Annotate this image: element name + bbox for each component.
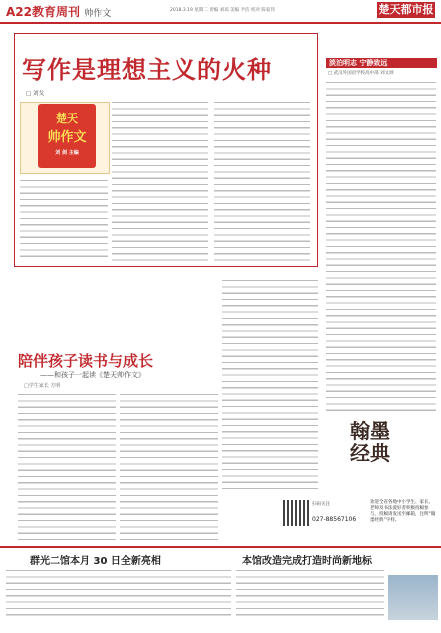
feature-body-left xyxy=(20,178,108,262)
section2-body-col2 xyxy=(120,392,218,542)
submission-notice: 欢迎全省各地中小学生、家长、老师及书法爱好者积极投稿参与，投稿请发送至邮箱，注明“翰墨经典”字样。 xyxy=(370,500,436,523)
building-photo xyxy=(388,575,438,620)
section2-body-col3 xyxy=(222,278,318,494)
section-name: A22教育周刊 帅作文 xyxy=(6,5,112,19)
qr-label: 扫码关注 xyxy=(312,502,330,507)
bottom-left-body xyxy=(6,568,231,620)
book-editor: 刘 剑 主编 xyxy=(55,150,79,156)
bottom-right-headline: 本馆改造完成打造时尚新地标 xyxy=(242,556,372,567)
newspaper-logo: 楚天都市报 xyxy=(378,3,434,16)
book-title-line2: 帅作文 xyxy=(47,130,87,145)
feature-byline: □ 刘戈 xyxy=(26,91,44,97)
section2-subtitle: ——和孩子一起读《楚天帅作文》 xyxy=(40,371,145,379)
bottom-right-body xyxy=(236,568,384,620)
calligraphy-emblem: 翰墨 经典 xyxy=(350,419,390,465)
qr-code-icon[interactable] xyxy=(283,500,309,526)
section2-byline: □学生家长 方明 xyxy=(24,383,61,389)
section-subname: 帅作文 xyxy=(84,9,112,19)
feature-body-right xyxy=(214,100,310,262)
section2-body-col1 xyxy=(18,392,116,542)
section-divider xyxy=(0,546,441,548)
feature-title: 写作是理想主义的火种 xyxy=(22,56,272,84)
right-column-byline: □ 武汉外国语学校高中部 刘文颂 xyxy=(328,71,394,76)
bottom-left-headline: 群光二馆本月 30 日全新亮相 xyxy=(30,556,161,567)
issue-meta: 2018.3.19 星期二 责编 刘琼 美编 尹洁 校对 陈家伟 xyxy=(170,8,275,13)
right-column-heading: 淡泊明志 宁静致远 xyxy=(326,58,437,68)
right-column-body xyxy=(326,80,436,414)
section2-title: 陪伴孩子读书与成长 xyxy=(18,352,154,370)
book-cover xyxy=(38,104,96,168)
feature-body-mid xyxy=(112,100,208,262)
book-title-line1: 楚天 xyxy=(56,112,78,125)
hotline-number: 027-88567106 xyxy=(312,516,357,523)
